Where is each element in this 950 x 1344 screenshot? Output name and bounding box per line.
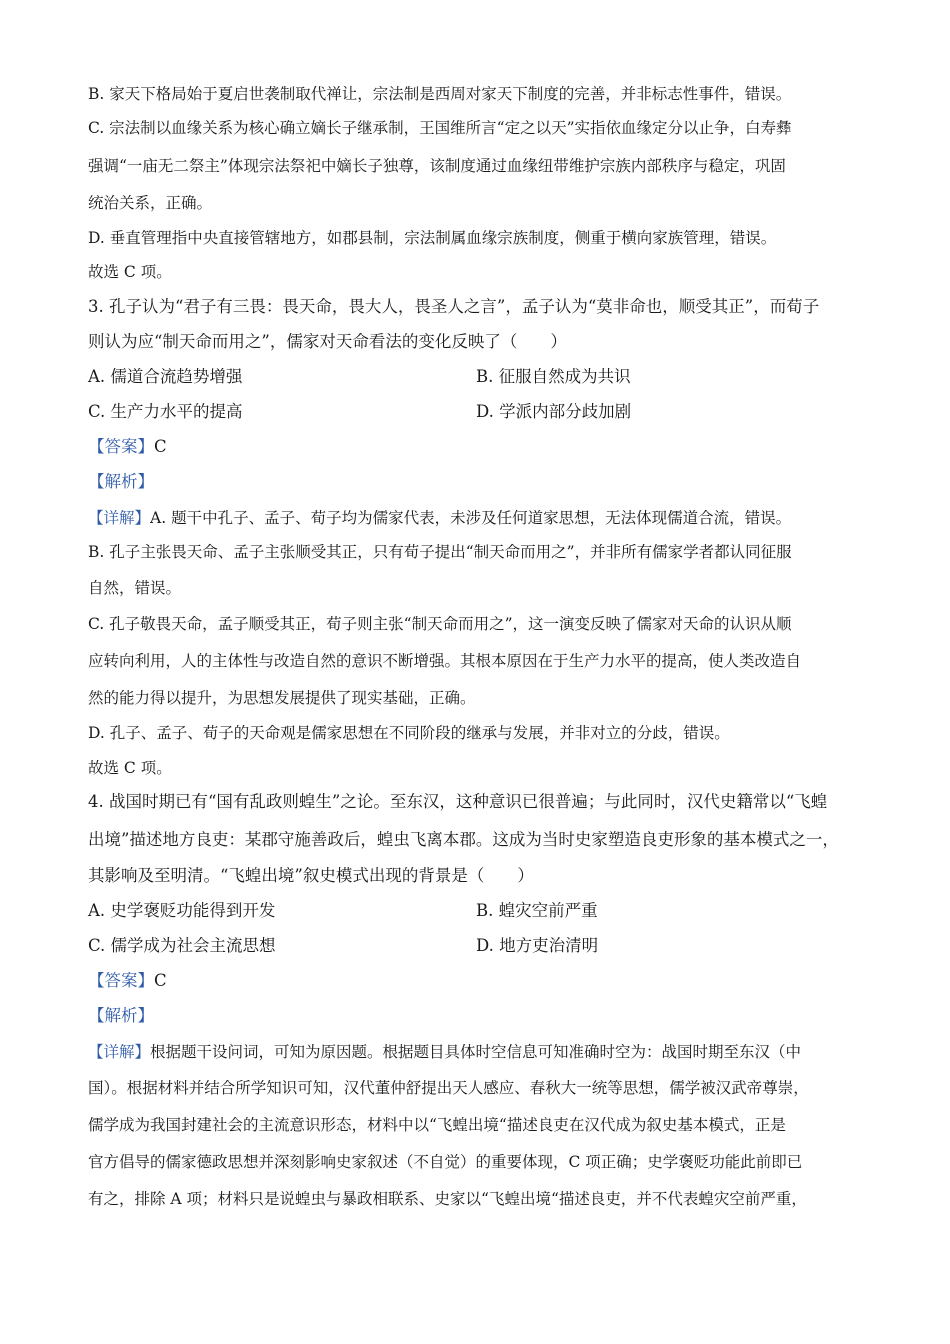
answer-tag: 【答案】: [88, 971, 154, 990]
q3-answer: [88, 437, 878, 457]
q3-stem-line1: 3. 孔子认为“君子有三畏：畏天命，畏大人，畏圣人之言”，孟子认为“莫非命也，顺受其正”，而荀子: [88, 297, 820, 316]
detail-tag: 【详解】: [88, 509, 151, 527]
q4-stem-line3: 其影响及至明清。“飞蝗出境”叙史模式出现的背景是（ ）: [88, 866, 534, 885]
q3-option-c-analysis-line1: C. 孔子敬畏天命，孟子顺受其正，荀子则主张“制天命而用之”，这一演变反映了儒家对天命的认识从顺: [88, 615, 792, 633]
q4-detail-line1: [88, 1042, 878, 1062]
q4-detail-line4: 官方倡导的儒家德政思想并深刻影响史家叙述（不自觉）的重要体现，C 项正确；史学褒贬功能此前即已: [88, 1153, 803, 1171]
q4-detail-text: 根据题干设问词，可知为原因题。根据题目具体时空信息可知准确时空为：战国时期至东汉（中: [150, 1043, 802, 1061]
answer-value: C: [154, 971, 167, 990]
q3-option-c: C. 生产力水平的提高: [88, 402, 243, 421]
answer-value: C: [154, 437, 167, 456]
q3-conclusion: 故选 C 项。: [88, 759, 172, 777]
q3-stem-line2: 则认为应“制天命而用之”，儒家对天命看法的变化反映了（ ）: [88, 332, 567, 351]
answer-tag: 【答案】: [88, 437, 154, 456]
q2-conclusion: 故选 C 项。: [88, 263, 172, 281]
q3-option-b: B. 征服自然成为共识: [476, 367, 631, 386]
q2-option-c-analysis-line1: C. 宗法制以血缘关系为核心确立嫡长子继承制，王国维所言“定之以天”实指依血缘定分以止争，白寿彝: [88, 119, 792, 137]
q3-option-b-analysis-line1: B. 孔子主张畏天命、孟子主张顺受其正，只有荀子提出“制天命而用之”，并非所有儒家学者都认同征服: [88, 543, 792, 561]
q3-option-d-analysis: D. 孔子、孟子、荀子的天命观是儒家思想在不同阶段的继承与发展，并非对立的分歧，错误。: [88, 724, 730, 742]
q3-option-c-analysis-line2: 应转向利用，人的主体性与改造自然的意识不断增强。其根本原因在于生产力水平的提高，使人类改造自: [88, 652, 802, 670]
q3-option-b-analysis-line2: 自然，错误。: [88, 579, 182, 597]
q4-answer: [88, 971, 878, 991]
q3-option-c-analysis-line3: 然的能力得以提升，为思想发展提供了现实基础，正确。: [88, 689, 476, 707]
q4-option-b: B. 蝗灾空前严重: [476, 901, 598, 920]
q4-analysis-tag: [88, 1006, 878, 1026]
q4-stem-line2: 出境”描述地方良吏：某郡守施善政后，蝗虫飞离本郡。这成为当时史家塑造良吏形象的基本模式之一，: [88, 830, 839, 849]
q4-detail-line2: 国）。根据材料并结合所学知识可知，汉代董仲舒提出天人感应、春秋大一统等思想，儒学被汉武帝尊崇，: [88, 1079, 809, 1097]
q4-stem-line1: 4. 战国时期已有“国有乱政则蝗生”之论。至东汉，这种意识已很普遍；与此同时，汉代史籍常以“飞蝗: [88, 792, 828, 811]
q2-option-c-analysis-line3: 统治关系，正确。: [88, 194, 213, 212]
q4-detail-line5: 有之，排除 A 项；材料只是说蝗虫与暴政相联系、史家以“飞蝗出境“描述良吏，并不代表蝗灾空前严重，: [88, 1190, 807, 1208]
q4-option-a: A. 史学褒贬功能得到开发: [88, 901, 276, 920]
q4-option-c: C. 儒学成为社会主流思想: [88, 936, 276, 955]
analysis-tag: 【解析】: [88, 1006, 154, 1025]
q4-detail-line3: 儒学成为我国封建社会的主流意识形态，材料中以“飞蝗出境“描述良吏在汉代成为叙史基本模式，正是: [88, 1116, 786, 1134]
q2-option-b-analysis: B. 家天下格局始于夏启世袭制取代禅让，宗法制是西周对家天下制度的完善，并非标志性事件，错误。: [88, 85, 792, 103]
q3-option-a: A. 儒道合流趋势增强: [88, 367, 243, 386]
q3-analysis-tag: [88, 472, 878, 492]
q3-option-a-analysis: A. 题干中孔子、孟子、荀子均为儒家代表，未涉及任何道家思想，无法体现儒道合流，错误。: [150, 509, 792, 527]
q2-option-d-analysis: D. 垂直管理指中央直接管辖地方，如郡县制，宗法制属血缘宗族制度，侧重于横向家族管理，错误。: [88, 229, 777, 247]
q4-option-d: D. 地方吏治清明: [476, 936, 599, 955]
q3-detail-line1: [88, 508, 878, 528]
q3-option-d: D. 学派内部分歧加剧: [476, 402, 632, 421]
q2-option-c-analysis-line2: 强调“一庙无二祭主”体现宗法祭祀中嫡长子独尊，该制度通过血缘纽带维护宗族内部秩序与稳定，巩固: [88, 157, 786, 175]
analysis-tag: 【解析】: [88, 472, 154, 491]
detail-tag: 【详解】: [88, 1043, 151, 1061]
